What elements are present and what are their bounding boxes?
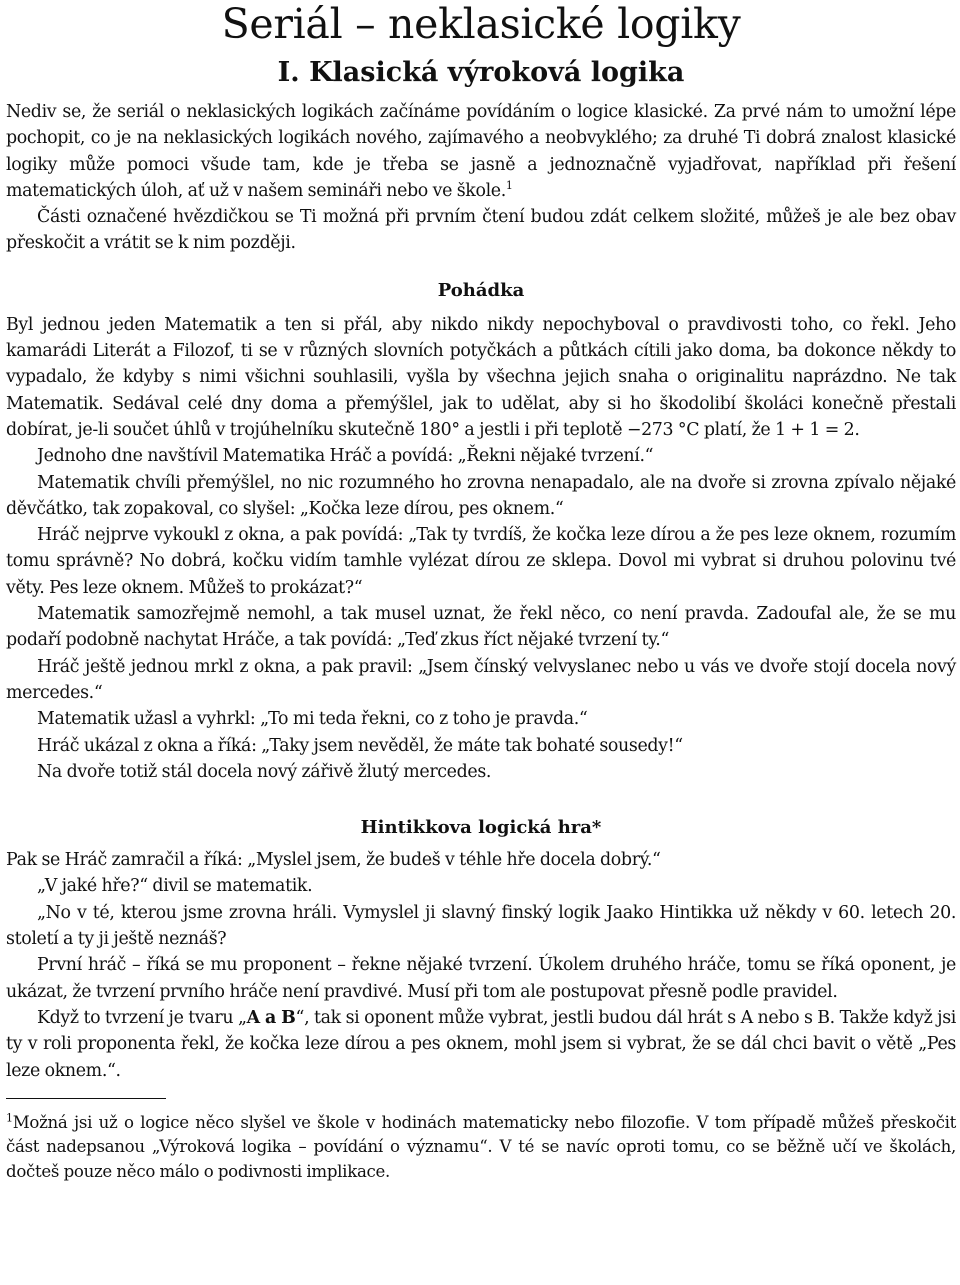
story-paragraph: Hráč ukázal z okna a říká: „Taky jsem nevěděl, že máte tak bohaté sousedy!“ — [37, 735, 683, 756]
story-paragraph: Hráč ještě jednou mrkl z okna, a pak pravil: „Jsem čínský velvyslanec nebo u vás ve dvoře stojí docela nový mercedes.“ — [6, 656, 956, 703]
subsection-title-hintikka: Hintikkova logická hra* — [360, 817, 602, 839]
story-paragraph: Byl jednou jeden Matematik a ten si přál, aby nikdo nikdy nepochyboval o pravdivosti toho, co řekl. Jeho kamarádi Literát a Filozof, ti se v různých slovních potyčkách a půtkách cítili jako doma, ba dokonce někdy to vypadalo, že kdyby s nimi všichni souhlasili, vyšla by všechna jejich snaha o originalitu naprázdno. Ne tak Matematik. Sedával celé dny doma a přemýšlel, jak to udělat, aby si ho škodolibí školáci konečně přestali dobírat, je-li součet úhlů v trojúhelníku skutečně 180° a jestli i při teplotě −273 °C platí, že 1 + 1 = 2. — [6, 314, 956, 440]
footnote — [6, 1111, 956, 1185]
story-paragraph: Hráč nejprve vykoukl z okna, a pak povídá: „Tak ty tvrdíš, že kočka leze dírou a že pes leze oknem, rozumím tomu správně? No dobrá, kočku vidím tamhle vylézat dírou ze sklepa. Dovol mi vybrat si druhou polovinu tvé věty. Pes leze oknem. Můžeš to prokázat?“ — [6, 525, 956, 598]
rule-text-before: Když to tvrzení je tvaru „ — [37, 1007, 247, 1028]
game-paragraph: První hráč – říká se mu proponent – řekne nějaké tvrzení. Úkolem druhého hráče, tomu se říká oponent, je ukázat, že tvrzení prvního hráče není pravdivé. Musí při tom ale postupovat přesně podle pravidel. — [6, 955, 956, 1002]
game-paragraph: „No v té, kterou jsme zrovna hráli. Vymyslel ji slavný finský logik Jaako Hintikka už někdy v 60. letech 20. století a ty ji ještě neznáš? — [6, 902, 956, 950]
intro-paragraph — [6, 99, 956, 204]
document-page — [6, 0, 956, 1184]
story-paragraph: Jednoho dne navštívil Matematika Hráč a povídá: „Řekni nějaké tvrzení.“ — [37, 446, 654, 467]
game-paragraph: „V jaké hře?“ divil se matematik. — [37, 876, 313, 897]
footnotes — [6, 1098, 956, 1185]
rule-text-after: “, tak si oponent může vybrat, jestli budou dál hrát s A nebo s B. Takže když jsi ty v roli proponenta řekl, že kočka leze dírou a pes oknem, mohl jsem si vybrat, že se dál chci bavit o větě „Pes leze oknem.“. — [6, 1007, 956, 1081]
document-title: Seriál – neklasické logiky — [221, 0, 741, 48]
story-paragraph: Matematik užasl a vyhrkl: „To mi teda řekni, co z toho je pravda.“ — [37, 709, 588, 730]
hintikka-section — [6, 815, 956, 1084]
rule-formula: A a B — [246, 1007, 296, 1028]
section-title: I. Klasická výroková logika — [277, 57, 685, 88]
footnote-mark: 1 — [6, 1111, 13, 1125]
footnote-divider — [6, 1098, 166, 1099]
subsection-title-pohadka: Pohádka — [437, 279, 525, 301]
intro-section — [6, 99, 956, 257]
intro-note-paragraph: Části označené hvězdičkou se Ti možná při prvním čtení budou zdát celkem složité, můžeš je ale bez obav přeskočit a vrátit se k nim později. — [6, 207, 956, 254]
footnote-text: Možná jsi už o logice něco slyšel ve škole v hodinách matematicky nebo filozofie. V tom případě můžeš přeskočit část nadepsanou „Výroková logika – povídání o významu“. V té se navíc oproti tomu, co se běžně učí ve školách, dočteš pouze něco málo o podivnosti implikace. — [6, 1112, 956, 1181]
footnote-reference[interactable]: 1 — [505, 179, 513, 193]
story-paragraph: Na dvoře totiž stál docela nový zářivě žlutý mercedes. — [37, 761, 492, 782]
story-paragraph: Matematik samozřejmě nemohl, a tak musel uznat, že řekl něco, co není pravda. Zadoufal ale, že se mu podaří podobně nachytat Hráče, a tak povídá: „Teď zkus říct nějaké tvrzení ty.“ — [6, 604, 956, 651]
game-paragraph — [6, 1005, 956, 1084]
story-paragraph: Matematik chvíli přemýšlel, no nic rozumného ho zrovna nenapadalo, ale na dvoře si zrovna zpívalo nějaké děvčátko, tak zopakoval, co slyšel: „Kočka leze dírou, pes oknem.“ — [6, 472, 956, 519]
pohadka-section — [6, 278, 956, 785]
intro-text: Nediv se, že seriál o neklasických logikách začínáme povídáním o logice klasické. Za prvé nám to umožní lépe pochopit, co je na neklasických logikách nového, zajímavého a neobvyklého; za druhé Ti dobrá znalost klasické logiky může pomoci všude tam, kde je třeba se jasně a jednoznačně vyjadřovat, například při řešení matematických úloh, ať už v našem semináři nebo ve škole. — [6, 102, 956, 201]
game-paragraph: Pak se Hráč zamračil a říká: „Myslel jsem, že budeš v téhle hře docela dobrý.“ — [6, 850, 661, 871]
